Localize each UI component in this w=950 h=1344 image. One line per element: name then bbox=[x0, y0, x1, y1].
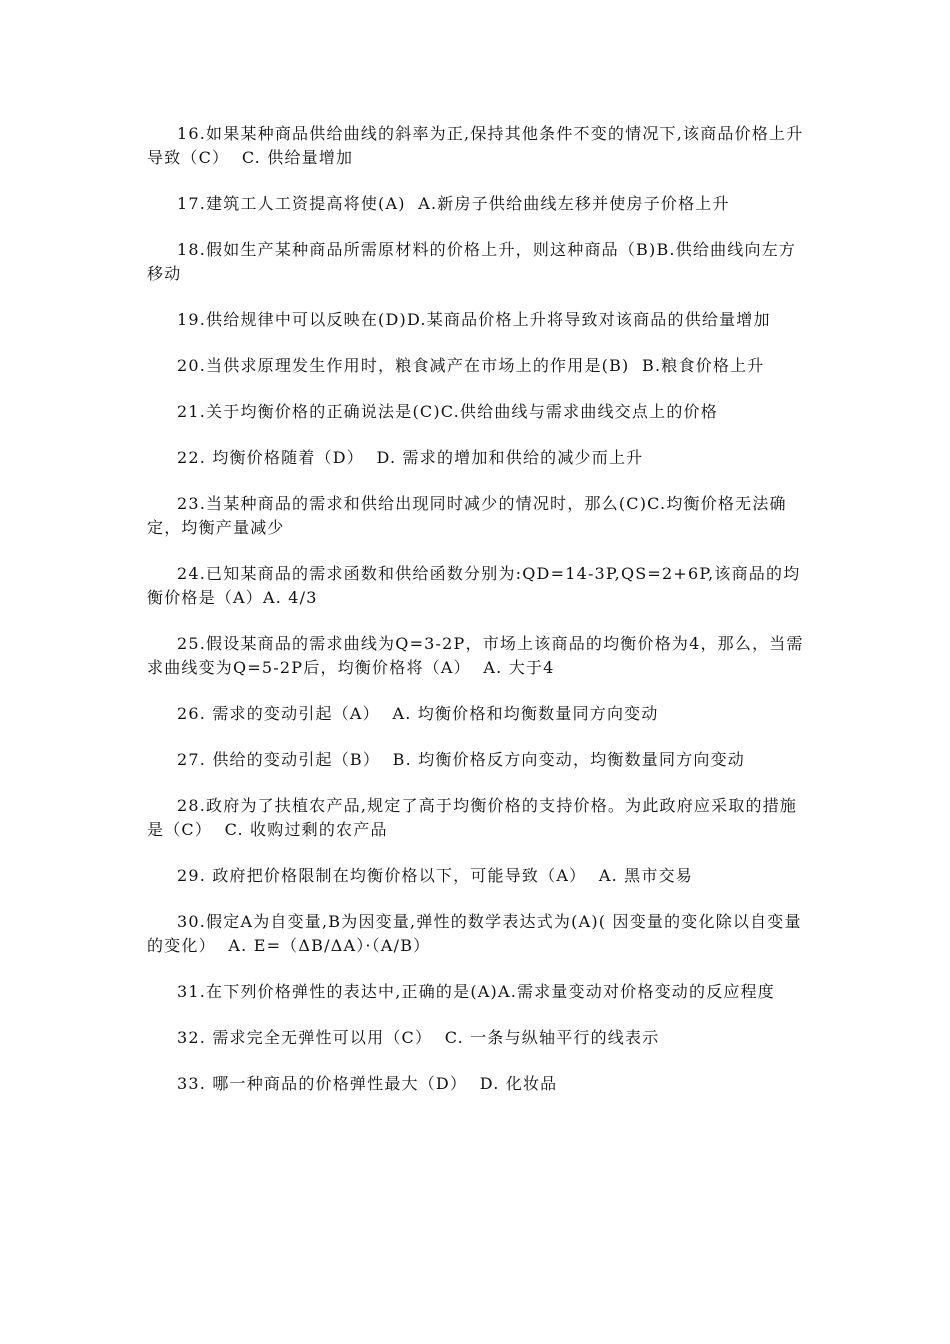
question-23: 23.当某种商品的需求和供给出现同时减少的情况时，那么(C)C.均衡价格无法确定，均衡产量减少 bbox=[147, 494, 787, 537]
question-31: 31.在下列价格弹性的表达中,正确的是(A)A.需求量变动对价格变动的反应程度 bbox=[177, 982, 776, 1001]
document-body bbox=[147, 122, 812, 1118]
question-21: 21.关于均衡价格的正确说法是(C)C.供给曲线与需求曲线交点上的价格 bbox=[177, 402, 718, 421]
question-27: 27. 供给的变动引起（B） B. 均衡价格反方向变动，均衡数量同方向变动 bbox=[177, 750, 745, 769]
question-17: 17.建筑工人工资提高将使(A) A.新房子供给曲线左移并使房子价格上升 bbox=[177, 194, 730, 213]
question-30: 30.假定A为自变量,B为因变量,弹性的数学表达式为(A)( 因变量的变化除以自变量的变化） A. E=（ΔB/ΔA）·（A/B） bbox=[147, 912, 802, 955]
question-25: 25.假设某商品的需求曲线为Q=3-2P，市场上该商品的均衡价格为4，那么，当需求曲线变为Q=5-2P后，均衡价格将（A） A. 大于4 bbox=[147, 634, 804, 677]
question-32: 32. 需求完全无弹性可以用（C） C. 一条与纵轴平行的线表示 bbox=[177, 1028, 660, 1047]
question-26: 26. 需求的变动引起（A） A. 均衡价格和均衡数量同方向变动 bbox=[177, 704, 659, 723]
question-20: 20.当供求原理发生作用时，粮食减产在市场上的作用是(B) B.粮食价格上升 bbox=[177, 356, 765, 375]
question-18: 18.假如生产某种商品所需原材料的价格上升，则这种商品（B)B.供给曲线向左方移动 bbox=[147, 240, 797, 283]
question-19: 19.供给规律中可以反映在(D)D.某商品价格上升将导致对该商品的供给量增加 bbox=[177, 310, 771, 329]
question-29: 29. 政府把价格限制在均衡价格以下，可能导致（A） A. 黑市交易 bbox=[177, 866, 693, 885]
question-22: 22. 均衡价格随着（D） D. 需求的增加和供给的减少而上升 bbox=[177, 448, 644, 467]
question-33: 33. 哪一种商品的价格弹性最大（D） D. 化妆品 bbox=[177, 1074, 558, 1093]
question-16: 16.如果某种商品供给曲线的斜率为正,保持其他条件不变的情况下,该商品价格上升导致（C） C. 供给量增加 bbox=[147, 124, 804, 167]
question-24: 24.已知某商品的需求函数和供给函数分别为:QD=14-3P,QS=2+6P,该商品的均衡价格是（A）A. 4/3 bbox=[147, 564, 801, 607]
question-28: 28.政府为了扶植农产品,规定了高于均衡价格的支持价格。为此政府应采取的措施是（C） C. 收购过剩的农产品 bbox=[147, 796, 798, 839]
